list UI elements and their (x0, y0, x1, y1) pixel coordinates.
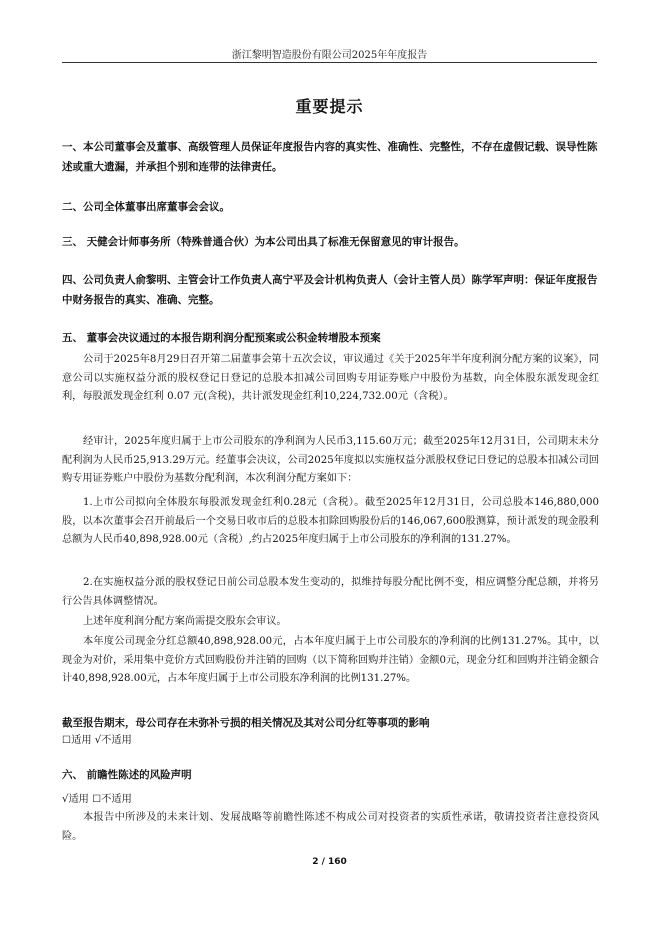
section-2-attendance: 二、公司全体董事出席董事会会议。 (62, 201, 230, 213)
section-6-applicability: √适用 ☐不适用 (62, 794, 132, 805)
section-5-paragraph-4: 2.在实施权益分派的股权登记日前公司总股本发生变动的，拟维持每股分配比例不变，相应调整分配总额，并将另行公告具体调整情况。 (62, 577, 599, 607)
page-title: 重要提示 (295, 97, 364, 116)
section-6-heading: 六、 前瞻性陈述的风险声明 (62, 769, 192, 781)
header-divider (62, 62, 597, 63)
deficit-heading: 截至报告期末，母公司存在未弥补亏损的相关情况及其对公司分红等事项的影响 (62, 717, 430, 729)
section-5-paragraph-3: 1.上市公司拟向全体股东每股派发现金红利0.28元（含税）。截至2025年12月31日，公司总股本146,880,000股，以本次董事会召开前最后一个交易日收市后的总股本扣除回购股份后的146,067,600股测算，预计派发的现金股利总额为人民币40,898,928.00元（含税）,约占2025年度归属于上市公司股东的净利润的131.27%。 (62, 497, 599, 546)
section-5-paragraph-6: 本年度公司现金分红总额40,898,928.00元，占本年度归属于上市公司股东的净利润的比例131.27%。其中，以现金为对价，采用集中竞价方式回购股份并注销的回购（以下简称回购并注销）金额0元，现金分红和回购并注销金额合计40,898,928.00元，占本年度归属于上市公司股东净利润的比例131.27%。 (62, 636, 599, 685)
section-4-declaration: 四、公司负责人俞黎明、主管会计工作负责人高宁平及会计机构负责人（会计主管人员）陈学军声明：保证年度报告中财务报告的真实、准确、完整。 (62, 274, 598, 306)
section-5-paragraph-2: 经审计，2025年度归属于上市公司股东的净利润为人民币3,115.60万元；截至2025年12月31日，公司期末未分配利润为人民币25,913.29万元。经董事会决议，公司2025年度拟以实施权益分派股权登记日登记的总股本扣减公司回购专用证券账户中股份为基数分配利润，本次利润分配方案如下： (62, 436, 599, 485)
section-5-paragraph-5: 上述年度利润分配方案尚需提交股东会审议。 (83, 616, 287, 627)
report-header: 浙江黎明智造股份有限公司2025年年度报告 (231, 50, 428, 61)
section-5-paragraph-1: 公司于2025年8月29日召开第二届董事会第十五次会议，审议通过《关于2025年半年度利润分配方案的议案》，同意公司以实施权益分派的股权登记日登记的总股本扣减公司回购专用证券账户中股份为基数，向全体股东派发现金红利，每股派发现金红利 0.07 元(含税)，共计派发现金红利10,224,732.00元（含税）。 (62, 354, 599, 403)
deficit-applicability: ☐适用 √不适用 (62, 735, 132, 746)
section-5-heading: 五、 董事会决议通过的本报告期利润分配预案或公积金转增股本预案 (62, 332, 381, 344)
section-6-paragraph-1: 本报告中所涉及的未来计划、发展战略等前瞻性陈述不构成公司对投资者的实质性承诺，敬请投资者注意投资风险。 (62, 812, 599, 842)
section-3-audit: 三、 天健会计师事务所（特殊普通合伙）为本公司出具了标准无保留意见的审计报告。 (62, 236, 465, 248)
section-1-guarantee: 一、本公司董事会及董事、高级管理人员保证年度报告内容的真实性、准确性、完整性，不存在虚假记载、误导性陈述或重大遗漏，并承担个别和连带的法律责任。 (62, 141, 598, 173)
page-number: 2 / 160 (312, 857, 347, 867)
